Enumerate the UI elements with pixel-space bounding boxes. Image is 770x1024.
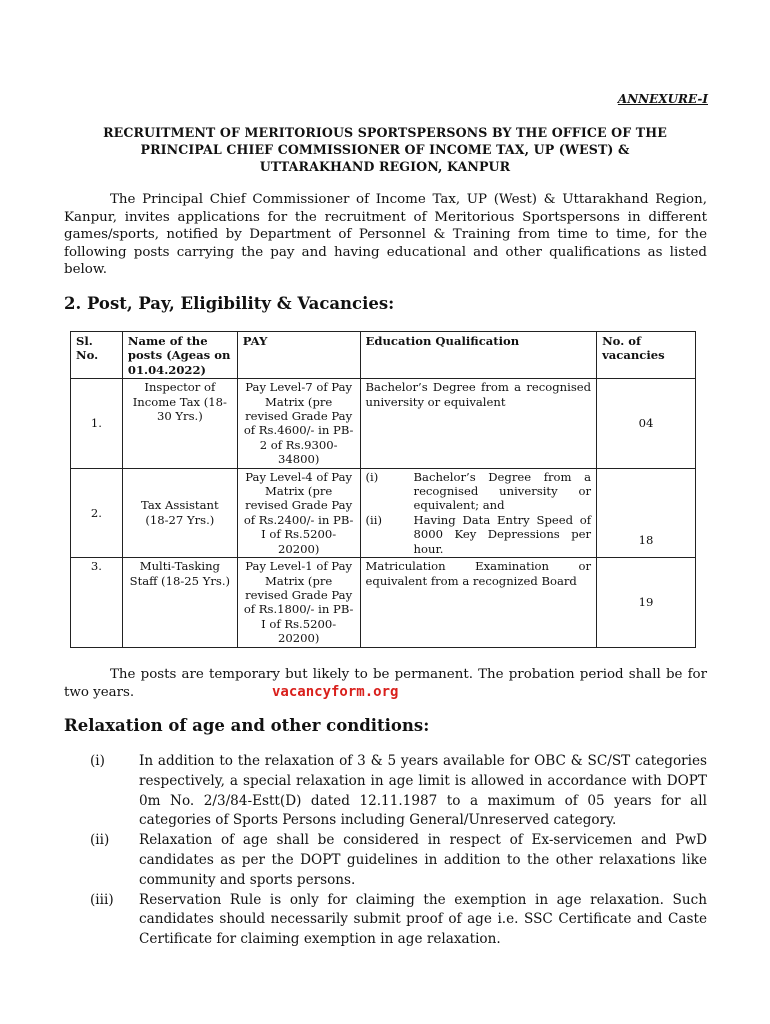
posts-table	[70, 331, 696, 648]
list-item-text: Relaxation of age shall be considered in respect of Ex-servicemen and PwD candidates as per the DOPT guidelines in addition to the other relaxations like community and sports persons.	[139, 832, 707, 888]
row-sl: 1.	[71, 379, 123, 468]
header-post-name: Name of the posts (Ageas on 01.04.2022)	[122, 332, 237, 379]
relaxation-heading: Relaxation of age and other conditions:	[64, 716, 430, 735]
document-title	[62, 124, 708, 175]
row-vacancies: 04	[597, 379, 696, 468]
list-item	[64, 752, 707, 831]
row-post-name: Inspector of Income Tax (18-30 Yrs.)	[122, 379, 237, 468]
row-education: Matriculation Examination or equivalent from a recognized Board	[360, 558, 597, 647]
row-education: Bachelor’s Degree from a recognised university or equivalent	[360, 379, 597, 468]
row-education	[360, 468, 597, 557]
intro-paragraph: The Principal Chief Commissioner of Income Tax, UP (West) & Uttarakhand Region, Kanpur, invites applications for the recruitment of Meritorious Sportspersons in different games/sports, notified by Department of Personnel & Training from time to time, for the following posts carrying the pay and having educational and other qualifications as listed below.	[64, 192, 707, 277]
list-item-text: In addition to the relaxation of 3 & 5 years available for OBC & SC/ST categories respectively, a special relaxation in age limit is allowed in accordance with DOPT 0m No. 2/3/84-Estt(D) dated 12.11.1987 to a maximum of 05 years for all categories of Sports Persons including General/Unreserved category.	[139, 753, 707, 829]
list-item	[64, 831, 707, 890]
education-item-text: Bachelor’s Degree from a recognised university or equivalent; and	[413, 469, 592, 513]
education-item-num: (i)	[365, 469, 379, 484]
list-item-num: (i)	[90, 753, 105, 769]
section-2-heading: 2. Post, Pay, Eligibility & Vacancies:	[64, 294, 395, 313]
table-row	[71, 468, 696, 557]
row-vacancies: 18	[597, 468, 696, 557]
title-line-3: UTTARAKHAND REGION, KANPUR	[259, 159, 511, 174]
header-pay: PAY	[237, 332, 360, 379]
relaxation-list	[64, 752, 707, 950]
education-item-num: (ii)	[365, 512, 382, 527]
table-header-row	[71, 332, 696, 379]
education-item-text: Having Data Entry Speed of 8000 Key Depressions per hour.	[413, 512, 592, 556]
annexure-label: ANNEXURE-I	[617, 92, 708, 106]
table-row	[71, 379, 696, 468]
title-line-1: RECRUITMENT OF MERITORIOUS SPORTSPERSONS BY THE OFFICE OF THE	[103, 125, 667, 140]
header-sl-no: Sl. No.	[71, 332, 123, 379]
row-vacancies: 19	[597, 558, 696, 647]
table-row	[71, 558, 696, 647]
probation-paragraph: The posts are temporary but likely to be permanent. The probation period shall be for two years.	[64, 667, 707, 700]
title-line-2: PRINCIPAL CHIEF COMMISSIONER OF INCOME TAX, UP (WEST) &	[140, 142, 630, 157]
row-pay: Pay Level-1 of Pay Matrix (pre revised Grade Pay of Rs.1800/- in PB-I of Rs.5200-20200)	[237, 558, 360, 647]
header-education: Education Qualification	[360, 332, 597, 379]
list-item-text: Reservation Rule is only for claiming the exemption in age relaxation. Such candidates should necessarily submit proof of age i.e. SSC Certificate and Caste Certificate for claiming exemption in age relaxation.	[139, 891, 707, 948]
row-sl: 2.	[71, 468, 123, 557]
row-post-name: Tax Assistant (18-27 Yrs.)	[122, 468, 237, 557]
list-item	[64, 891, 707, 950]
row-pay: Pay Level-7 of Pay Matrix (pre revised Grade Pay of Rs.4600/- in PB-2 of Rs.9300-34800)	[237, 379, 360, 468]
education-item	[366, 513, 592, 556]
header-vacancies: No. of vacancies	[597, 332, 696, 379]
list-item-num: (iii)	[90, 891, 114, 908]
row-pay: Pay Level-4 of Pay Matrix (pre revised Grade Pay of Rs.2400/- in PB-I of Rs.5200-20200)	[237, 468, 360, 557]
row-post-name: Multi-Tasking Staff (18-25 Yrs.)	[122, 558, 237, 647]
education-item	[366, 470, 592, 513]
watermark-text: vacancyform.org	[272, 684, 399, 700]
list-item-num: (ii)	[90, 832, 110, 849]
row-sl: 3.	[71, 558, 123, 647]
